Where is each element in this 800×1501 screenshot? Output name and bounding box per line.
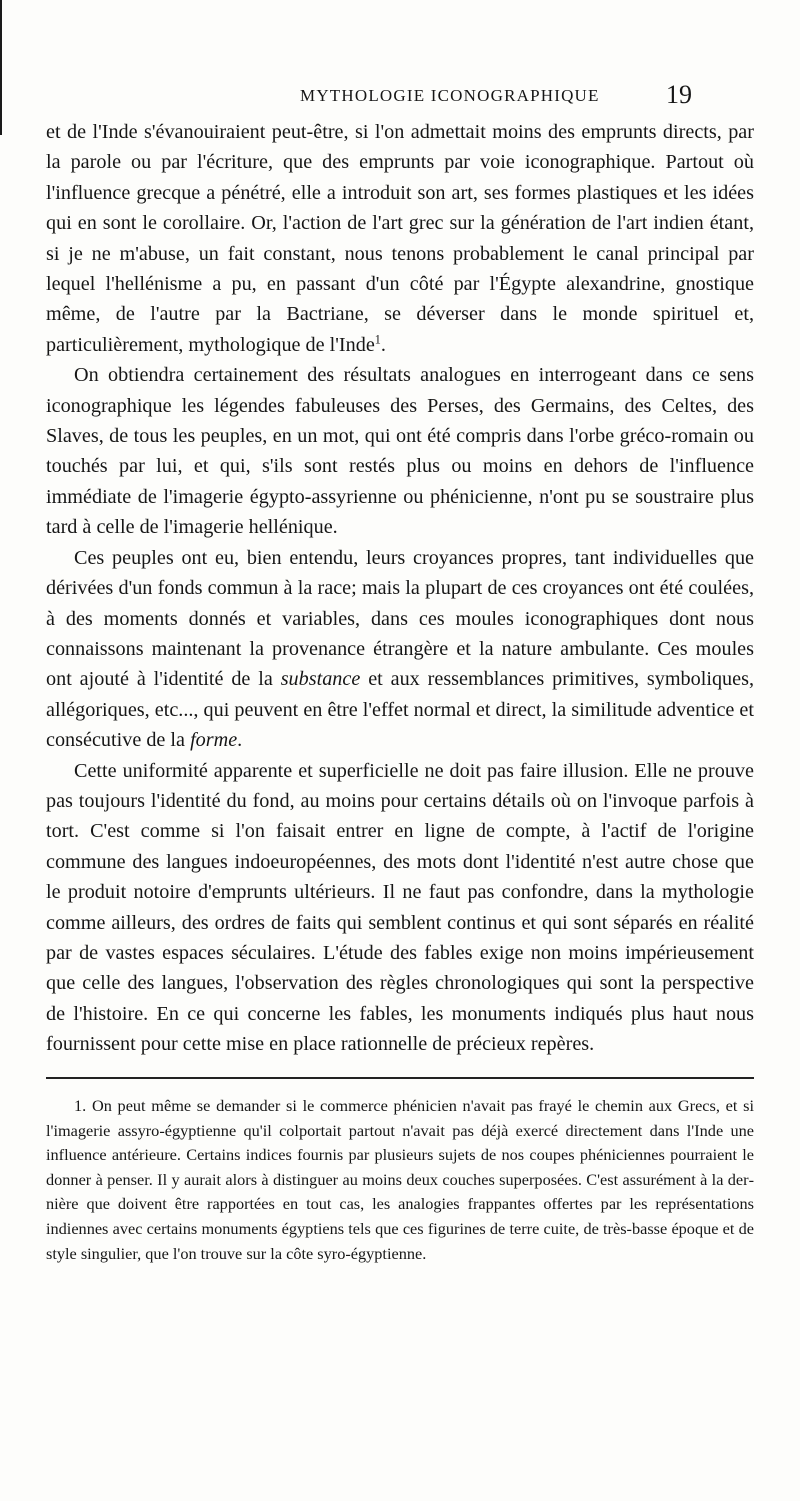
footnote-marker: 1. xyxy=(74,1096,87,1115)
emphasis-forme: forme xyxy=(190,729,238,752)
body-text xyxy=(46,117,754,1060)
paragraph-3-part-a: Ces peuples ont eu, bien entendu, leurs croyances propres, tant individuelles que dérivées d'un fonds commun à la race; mais la plupart de ces croyances ont été coulées, à des moments donnés et variables, dans ces moules iconographiques dont nous connaissons maintenant la provenance étrangère et la nature ambulante. Ces moules ont ajouté à l'identité de la xyxy=(46,546,754,691)
footnote xyxy=(46,1094,754,1266)
running-title: MYTHOLOGIE ICONOGRAPHIQUE xyxy=(300,86,600,105)
footnote-reference[interactable]: 1 xyxy=(374,332,381,347)
paragraph-3 xyxy=(46,543,754,756)
running-head xyxy=(0,82,800,112)
page-number: 19 xyxy=(666,80,692,109)
paragraph-3-part-c: . xyxy=(237,729,243,752)
footnote-rule xyxy=(46,1077,754,1079)
paragraph-1-end: . xyxy=(380,333,386,356)
paragraph-2: On obtiendra certainement des résultats analogues en interrogeant dans ce sens iconographique les légendes fabuleuses des Perses, des Germains, des Celtes, des Slaves, de tous les peuples, en un mot, qui ont été compris dans l'orbe gréco-romain ou touchés par lui, et qui, s'ils sont restés plus ou moins en dehors de l'influence immédiate de l'imagerie égypto-assyrienne ou phénicienne, n'ont pu se soustraire plus tard à celle de l'imagerie hellénique. xyxy=(46,364,754,539)
paragraph-4: Cette uniformité apparente et superficielle ne doit pas faire illusion. Elle ne prouve pas toujours l'identité du fond, au moins pour certains détails où on l'invoque parfois à tort. C'est comme si l'on faisait entrer en ligne de compte, à l'actif de l'origine commune des langues indoeuropéennes, des mots dont l'identité n'est autre chose que le produit notoire d'emprunts ultérieurs. Il ne faut pas confondre, dans la mythologie comme ailleurs, des ordres de faits qui semblent continus et qui sont séparés en réalité par de vastes espaces séculaires. L'étude des fables exige non moins impérieusement que celle des langues, l'observation des règles chronologiques qui sont la perspective de l'histoire. En ce qui concerne les fables, les monuments indiqués plus haut nous fournissent pour cette mise en place rationnelle de précieux repères. xyxy=(46,759,754,1056)
paragraph-3-part-b: et aux ressemblances primitives, symboliques, allégoriques, etc..., qui peuvent en être l'effet normal et direct, la similitude adventice et consécutive de la xyxy=(46,668,754,752)
paragraph-1-text: et de l'Inde s'évanouiraient peut-être, si l'on admettait moins des emprunts directs, par la parole ou par l'écriture, que des emprunts par voie iconographique. Partout où l'influence grecque a pénétré, elle a introduit son art, ses formes plastiques et les idées qui en sont le corollaire. Or, l'action de l'art grec sur la génération de l'art indien étant, si je ne m'abuse, un fait constant, nous tenons probablement le canal principal par lequel l'hellénisme a pu, en passant d'un côté par l'Égypte alexandrine, gnostique même, de l'autre par la Bactriane, se déverser dans le monde spirituel et, particulièrement, mythologique de l'Inde xyxy=(46,121,754,356)
paragraph-1 xyxy=(46,117,754,360)
page-edge-shadow xyxy=(0,0,2,135)
emphasis-substance: substance xyxy=(280,668,361,691)
footnote-text: On peut même se demander si le commerce phénicien n'avait pas frayé le chemin aux Grecs, et si l'imagerie assyro-égyptienne qu'il colportait partout n'avait pas déjà exercé directement dans l'Inde une influence antérieure. Certains indices fournis par plusieurs sujets de nos coupes phéniciennes pourraient le donner à penser. Il y aurait alors à distinguer au moins deux couches superposées. C'est assurément à la dernière que doivent être rapportées en tout cas, les analogies frappantes offertes par les représentations indiennes avec certains monuments égyptiens tels que ces figurines de terre cuite, de très-basse époque et de style singulier, que l'on trouve sur la côte syro-égyptienne. xyxy=(46,1096,754,1263)
